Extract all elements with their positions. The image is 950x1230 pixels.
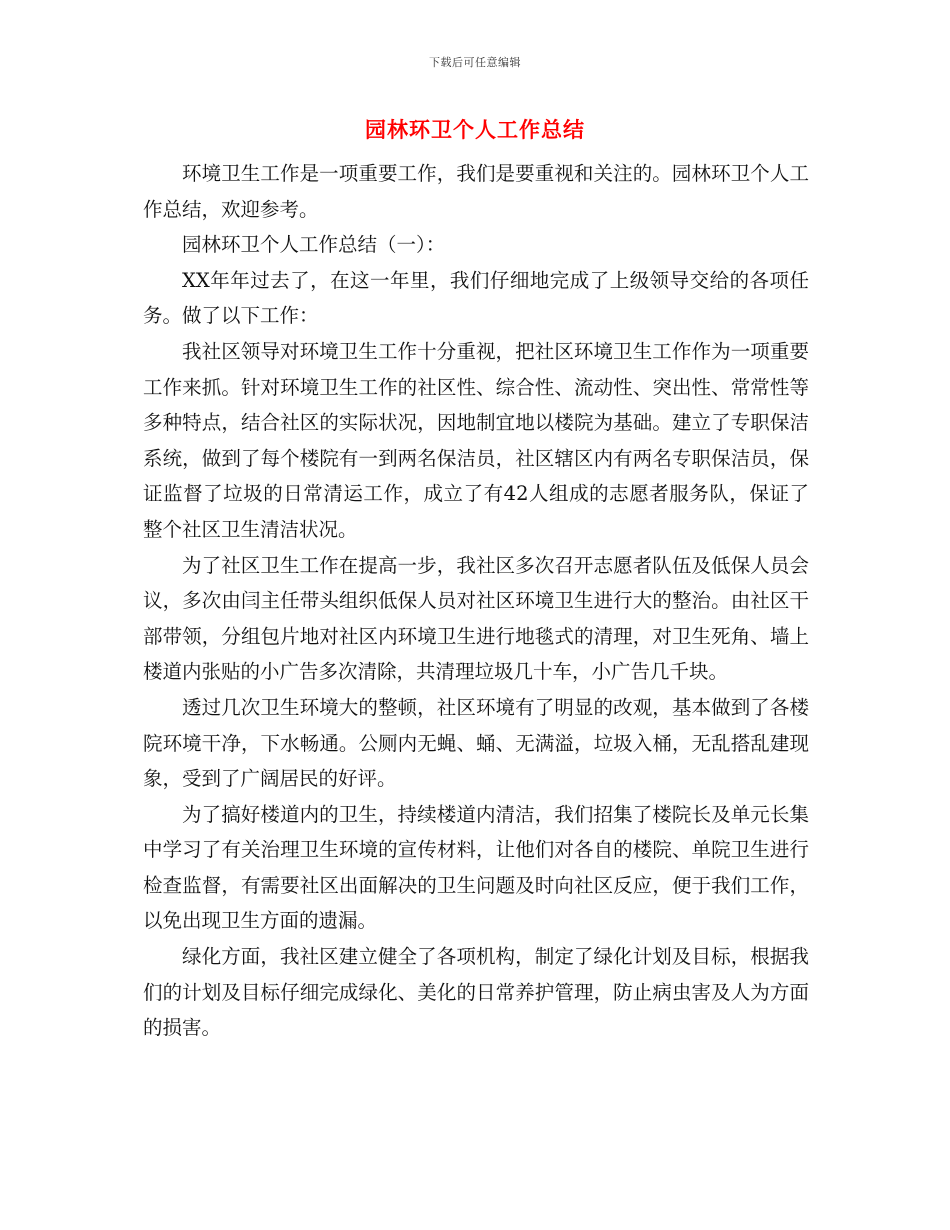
- paragraph: XX年年过去了，在这一年里，我们仔细地完成了上级领导交给的各项任务。做了以下工作：: [143, 268, 809, 328]
- header-note: 下载后可任意编辑: [429, 56, 521, 69]
- paragraph: 透过几次卫生环境大的整顿，社区环境有了明显的改观，基本做到了各楼院环境干净，下水畅通。公厕内无蝇、蛹、无满溢，垃圾入桶，无乱搭乱建现象，受到了广阔居民的好评。: [143, 695, 809, 791]
- paragraph: 为了社区卫生工作在提高一步，我社区多次召开志愿者队伍及低保人员会议，多次由闫主任带头组织低保人员对社区环境卫生进行大的整治。由社区干部带领，分组包片地对社区内环境卫生进行地毯式的清理，对卫生死角、墙上楼道内张贴的小广告多次清除，共清理垃圾几十车，小广告几千块。: [143, 553, 809, 684]
- paragraph: 环境卫生工作是一项重要工作，我们是要重视和关注的。园林环卫个人工作总结，欢迎参考。: [143, 162, 809, 221]
- document-body: [143, 156, 809, 1046]
- paragraph: 绿化方面，我社区建立健全了各项机构，制定了绿化计划及目标，根据我们的计划及目标仔细完成绿化、美化的日常养护管理，防止病虫害及人为方面的损害。: [143, 945, 809, 1040]
- paragraph: 为了搞好楼道内的卫生，持续楼道内清洁，我们招集了楼院长及单元长集中学习了有关治理卫生环境的宣传材料，让他们对各自的楼院、单院卫生进行检查监督，有需要社区出面解决的卫生问题及时向社区反应，便于我们工作，以免出现卫生方面的遗漏。: [143, 802, 809, 933]
- paragraph: 园林环卫个人工作总结（一）：: [182, 233, 446, 257]
- paragraph: 我社区领导对环境卫生工作十分重视，把社区环境卫生工作作为一项重要工作来抓。针对环境卫生工作的社区性、综合性、流动性、突出性、常常性等多种特点，结合社区的实际状况，因地制宜地以楼院为基础。建立了专职保洁系统，做到了每个楼院有一到两名保洁员，社区辖区内有两名专职保洁员，保证监督了垃圾的日常清运工作，成立了有42人组成的志愿者服务队，保证了整个社区卫生清洁状况。: [143, 339, 809, 541]
- document-title: 园林环卫个人工作总结: [365, 118, 585, 142]
